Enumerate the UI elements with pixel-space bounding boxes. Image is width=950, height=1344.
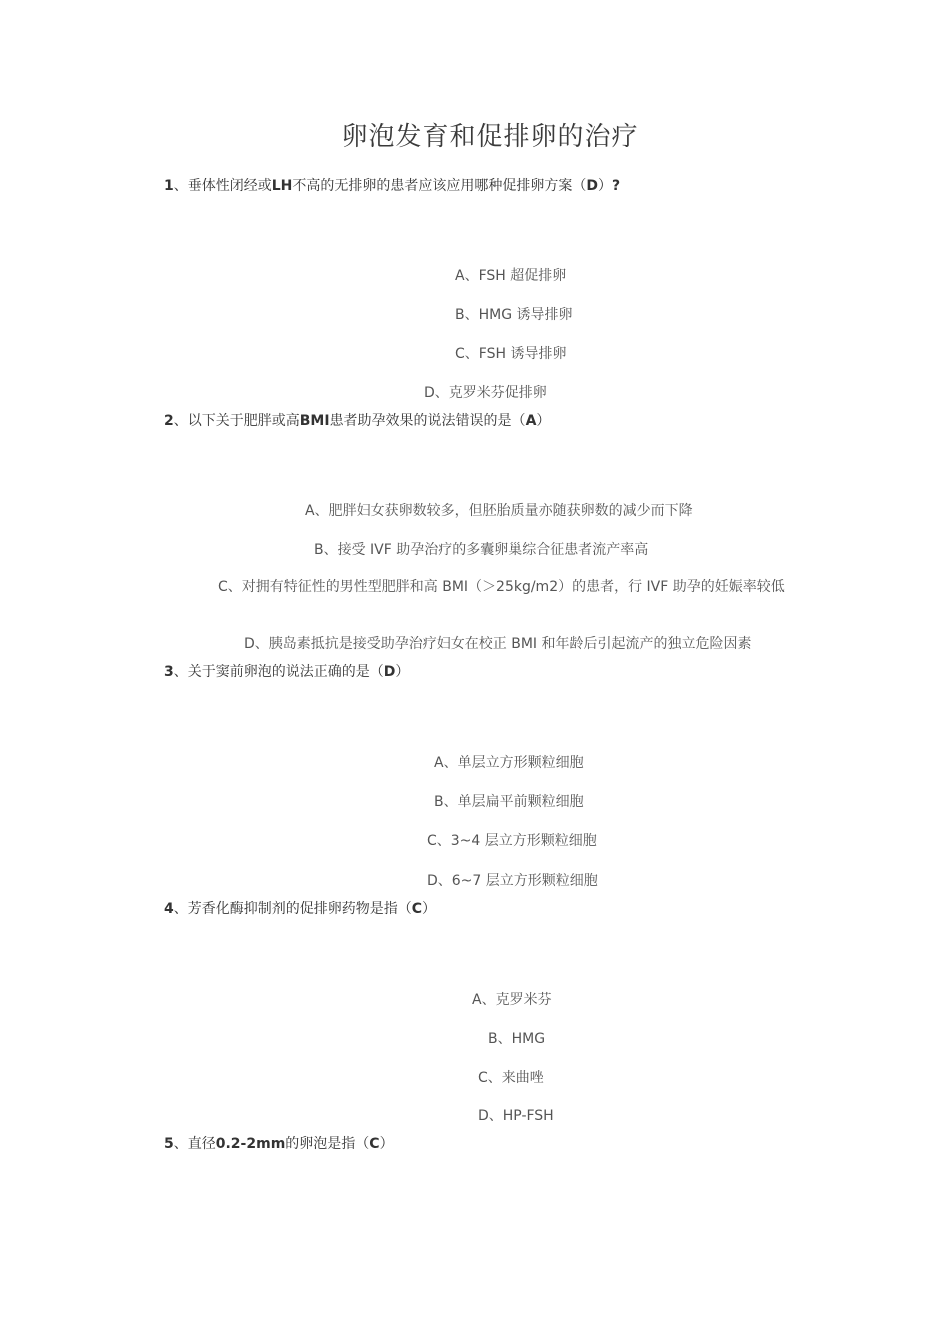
question-text: ） <box>395 664 410 680</box>
option-a: A、克罗米芬 <box>472 992 552 1008</box>
option-c: C、来曲唑 <box>478 1070 544 1086</box>
question-text: 患者助孕效果的说法错误的是（ <box>329 413 526 429</box>
question-text: 、直径 <box>173 1136 216 1152</box>
question-number: 5 <box>164 1136 174 1152</box>
question-term: 0.2-2mm <box>215 1136 286 1152</box>
question-text: ） <box>422 901 437 917</box>
option-b: B、接受 IVF 助孕治疗的多囊卵巢综合征患者流产率高 <box>314 542 649 558</box>
question-text: 、关于窦前卵泡的说法正确的是（ <box>173 664 384 680</box>
answer-letter: D <box>586 178 599 194</box>
question-text: 、以下关于肥胖或高 <box>173 413 300 429</box>
question-mark: ? <box>612 178 621 194</box>
option-d: D、6~7 层立方形颗粒细胞 <box>427 873 598 889</box>
option-c: C、对拥有特征性的男性型肥胖和高 BMI（＞25kg/m2）的患者，行 IVF 助孕的妊娠率较低 <box>218 579 785 595</box>
option-a: A、肥胖妇女获卵数较多，但胚胎质量亦随获卵数的减少而下降 <box>305 503 693 519</box>
question-number: 2 <box>164 413 174 429</box>
option-a: A、FSH 超促排卵 <box>455 268 567 284</box>
question-text: 、垂体性闭经或 <box>173 178 272 194</box>
question-5 <box>164 1133 394 1153</box>
option-b: B、HMG 诱导排卵 <box>455 307 573 323</box>
answer-letter: D <box>383 664 396 680</box>
question-term: LH <box>271 178 293 194</box>
question-number: 4 <box>164 901 174 917</box>
option-d: D、克罗米芬促排卵 <box>424 385 547 401</box>
question-text: 、芳香化酶抑制剂的促排卵药物是指（ <box>173 901 412 917</box>
question-text: ） <box>536 413 551 429</box>
answer-letter: A <box>525 413 537 429</box>
option-b: B、单层扁平前颗粒细胞 <box>434 794 584 810</box>
question-text: ） <box>598 178 613 194</box>
option-d: D、胰岛素抵抗是接受助孕治疗妇女在校正 BMI 和年龄后引起流产的独立危险因素 <box>244 636 752 652</box>
option-c: C、FSH 诱导排卵 <box>455 346 567 362</box>
question-number: 3 <box>164 664 174 680</box>
question-text: 不高的无排卵的患者应该应用哪种促排卵方案（ <box>292 178 587 194</box>
question-term: BMI <box>299 413 330 429</box>
question-2 <box>164 410 550 430</box>
answer-letter: C <box>411 901 423 917</box>
option-c: C、3~4 层立方形颗粒细胞 <box>427 833 597 849</box>
option-a: A、单层立方形颗粒细胞 <box>434 755 584 771</box>
question-4 <box>164 898 436 918</box>
question-number: 1 <box>164 178 174 194</box>
option-b: B、HMG <box>488 1031 546 1047</box>
question-1 <box>164 175 620 195</box>
question-text: 的卵泡是指（ <box>285 1136 370 1152</box>
question-3 <box>164 661 409 681</box>
question-text: ） <box>379 1136 394 1152</box>
page-title: 卵泡发育和促排卵的治疗 <box>341 122 639 152</box>
option-d: D、HP-FSH <box>478 1108 554 1124</box>
answer-letter: C <box>369 1136 380 1152</box>
